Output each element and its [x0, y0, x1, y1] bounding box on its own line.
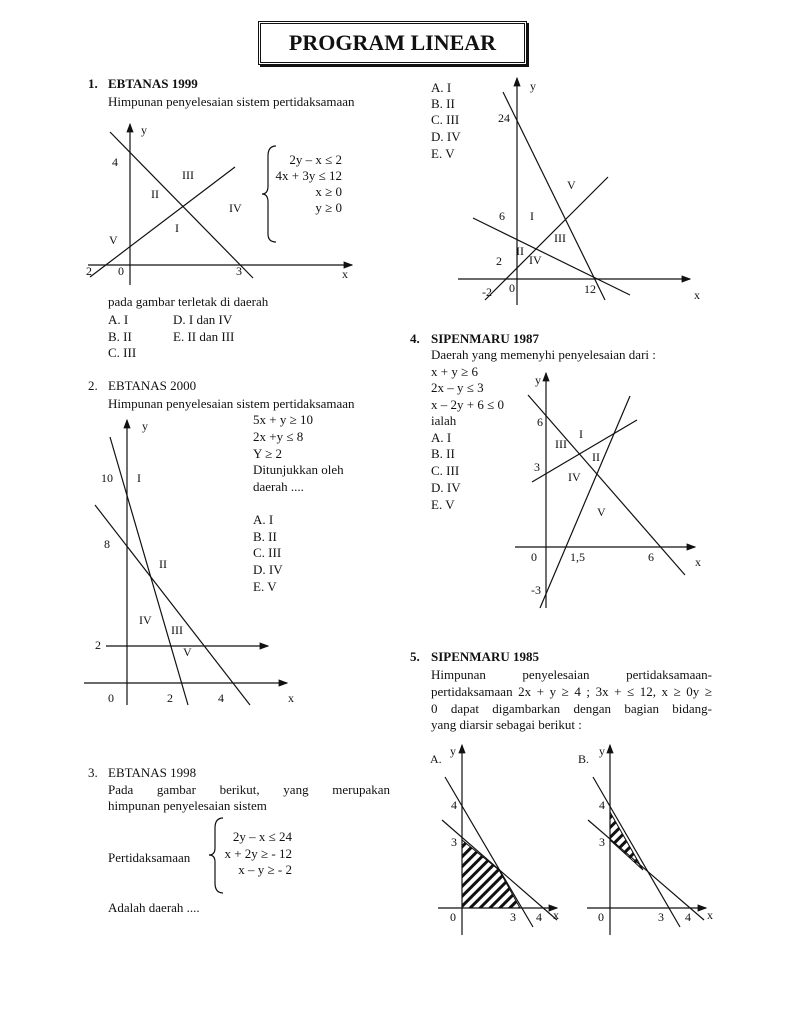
q4-eq-1: x + y ≥ 6	[431, 364, 478, 379]
q3-tick-24: 24	[498, 111, 510, 125]
q4-option-d: D. IV	[431, 480, 461, 495]
q2-eq-1: 5x + y ≥ 10	[253, 412, 313, 427]
q3-tick-neg2: -2	[482, 285, 492, 299]
q4-tick-neg3: -3	[531, 583, 541, 597]
q2-eq-2: 2x +y ≤ 8	[253, 429, 304, 444]
q5-graph-b	[578, 744, 713, 935]
q1-region-II: II	[151, 187, 159, 201]
q1-option-a: A. I	[108, 312, 129, 327]
q1-prompt: Himpunan penyelesaian sistem pertidaksamaan	[108, 94, 355, 109]
q1-x-label: x	[342, 267, 348, 281]
q4-line-xy6	[528, 395, 685, 575]
q1-line-2yx2	[90, 167, 235, 277]
q2-eq-3: Y ≥ 2	[253, 446, 283, 461]
q3-option-a: A. I	[431, 80, 452, 95]
q2-y-label: y	[142, 419, 148, 433]
q2-tick-4x: 4	[218, 691, 224, 705]
q5-line-3: 0 dapat digambarkan dengan bagian bidang-	[431, 701, 712, 716]
q2-option-d: D. IV	[253, 562, 283, 577]
q1-eq-1: 2y – x ≤ 2	[289, 152, 342, 167]
q1-origin: 0	[118, 264, 124, 278]
q3-graph	[458, 78, 700, 305]
q5a-tick-3x: 3	[510, 910, 516, 924]
q1-eq-2: 4x + 3y ≤ 12	[275, 168, 342, 183]
q4-eq-2: 2x – y ≤ 3	[431, 380, 484, 395]
q5b-x-label: x	[707, 908, 713, 922]
q5a-tick-3y: 3	[451, 835, 457, 849]
q3-region-II: II	[516, 244, 524, 258]
q5a-x-label: x	[553, 908, 559, 922]
q2-region-V: V	[183, 645, 192, 659]
q2-option-b: B. II	[253, 529, 277, 544]
q4-source: SIPENMARU 1987	[431, 331, 539, 346]
q3-region-V: V	[567, 178, 576, 192]
q1-tick-2: 2	[86, 264, 92, 278]
q2-eq-5: daerah ....	[253, 479, 304, 494]
q3-number: 3.	[88, 765, 98, 780]
q1-brace	[262, 146, 276, 242]
q4-tick-6x: 6	[648, 550, 654, 564]
q1-option-e: E. II dan III	[173, 329, 235, 344]
q5b-line-2xy4	[593, 777, 680, 927]
q5a-y-label: y	[450, 744, 456, 758]
q1-region-I: I	[175, 221, 179, 235]
q5b-tick-4y: 4	[599, 798, 605, 812]
q3-eq-3: x – y ≥ - 2	[238, 862, 292, 877]
q4-tick-6y: 6	[537, 415, 543, 429]
q5b-tick-4x: 4	[685, 910, 691, 924]
q5b-y-label: y	[599, 744, 605, 758]
q1-eq-3: x ≥ 0	[315, 184, 342, 199]
q2-option-e: E. V	[253, 579, 277, 594]
q2-region-I: I	[137, 471, 141, 485]
q5-number: 5.	[410, 649, 420, 664]
q2-region-III: III	[171, 623, 183, 637]
q5b-option-label: B.	[578, 752, 590, 766]
q3-y-label: y	[530, 79, 536, 93]
q2-tick-10: 10	[101, 471, 113, 485]
q4-tick-15: 1,5	[570, 550, 585, 564]
q2-eq-4: Ditunjukkan oleh	[253, 462, 344, 477]
q1-number: 1.	[88, 76, 98, 91]
q3-brace	[209, 818, 223, 893]
q5a-option-label: A.	[430, 752, 442, 766]
q5b-line-3x4y12	[588, 820, 704, 920]
q3-label: Pertidaksamaan	[108, 850, 191, 865]
q3-line-1: Pada gambar berikut, yang merupakan	[108, 782, 390, 797]
q3-tick-6: 6	[499, 209, 505, 223]
q3-eq-1: 2y – x ≤ 24	[232, 829, 292, 844]
q4-option-a: A. I	[431, 430, 452, 445]
q4-region-I: I	[579, 427, 583, 441]
q1-source: EBTANAS 1999	[108, 76, 198, 91]
q4-region-II: II	[592, 450, 600, 464]
q1-region-III: III	[182, 168, 194, 182]
q1-eq-4: y ≥ 0	[315, 200, 342, 215]
q4-line-2xy3	[540, 396, 630, 608]
q2-line-2xy8	[95, 505, 250, 705]
q4-origin: 0	[531, 550, 537, 564]
q2-region-II: II	[159, 557, 167, 571]
q4-region-V: V	[597, 505, 606, 519]
q2-line-5xy10	[110, 437, 188, 705]
q1-graph	[86, 123, 352, 285]
q1-option-c: C. III	[108, 345, 137, 360]
q2-number: 2.	[88, 378, 98, 393]
q1-option-b: B. II	[108, 329, 132, 344]
q4-number: 4.	[410, 331, 420, 346]
q1-tick-3: 3	[236, 264, 242, 278]
q4-tick-3: 3	[534, 460, 540, 474]
q3-option-e: E. V	[431, 146, 455, 161]
q2-tick-2x: 2	[167, 691, 173, 705]
q3-region-I: I	[530, 209, 534, 223]
q3-source: EBTANAS 1998	[108, 765, 197, 780]
q4-line-x2y6	[532, 420, 637, 482]
q1-tick-4: 4	[112, 155, 118, 169]
q3-origin: 0	[509, 281, 515, 295]
q1-region-V: V	[109, 233, 118, 247]
q4-option-e: E. V	[431, 497, 455, 512]
q5b-tick-3y: 3	[599, 835, 605, 849]
q4-prompt: Daerah yang memenyhi penyelesaian dari :	[431, 347, 656, 362]
q4-region-IV: IV	[568, 470, 581, 484]
q3-region-III: III	[554, 231, 566, 245]
q5a-tick-4y: 4	[451, 798, 457, 812]
q2-option-a: A. I	[253, 512, 274, 527]
q2-source: EBTANAS 2000	[108, 378, 197, 393]
q3-tick-12: 12	[584, 282, 596, 296]
q1-y-label: y	[141, 123, 147, 137]
q2-x-label: x	[288, 691, 294, 705]
q3-after: Adalah daerah ....	[108, 900, 200, 915]
q5-line-1: Himpunan penyelesaian pertidaksamaan-	[431, 667, 712, 682]
q1-after: pada gambar terletak di daerah	[108, 294, 269, 309]
q1-option-d: D. I dan IV	[173, 312, 233, 327]
q4-eq-3: x – 2y + 6 ≤ 0	[431, 397, 504, 412]
q4-option-c: C. III	[431, 463, 460, 478]
q4-ialah: ialah	[431, 413, 457, 428]
q3-region-IV: IV	[529, 253, 542, 267]
q4-graph	[515, 373, 701, 608]
q2-option-c: C. III	[253, 545, 282, 560]
q4-y-label: y	[535, 373, 541, 387]
q3-option-c: C. III	[431, 112, 460, 127]
q4-option-b: B. II	[431, 446, 455, 461]
q2-tick-2y: 2	[95, 638, 101, 652]
q5a-origin: 0	[450, 910, 456, 924]
q2-graph	[84, 419, 294, 705]
q5a-shaded-region	[462, 840, 520, 908]
q3-eq-2: x + 2y ≥ - 12	[224, 846, 292, 861]
q3-line-2: himpunan penyelesaian sistem	[108, 798, 267, 813]
q5-line-4: yang diarsir sebagai berikut :	[431, 717, 582, 732]
q4-region-III: III	[555, 437, 567, 451]
q4-x-label: x	[695, 555, 701, 569]
q2-origin: 0	[108, 691, 114, 705]
page-title: PROGRAM LINEAR	[288, 30, 497, 55]
q2-prompt: Himpunan penyelesaian sistem pertidaksamaan	[108, 396, 355, 411]
q5-graph-a	[430, 744, 559, 935]
q1-region-IV: IV	[229, 201, 242, 215]
q3-x-label: x	[694, 288, 700, 302]
q5b-shaded-region	[610, 812, 643, 870]
q3-option-b: B. II	[431, 96, 455, 111]
q5-line-2: pertidaksamaan 2x + y ≥ 4 ; 3x + ≤ 12, x ≥ 0y ≥	[431, 684, 712, 699]
q3-option-d: D. IV	[431, 129, 461, 144]
q5b-origin: 0	[598, 910, 604, 924]
q2-region-IV: IV	[139, 613, 152, 627]
q5b-tick-3x: 3	[658, 910, 664, 924]
q5a-tick-4x: 4	[536, 910, 542, 924]
q5-source: SIPENMARU 1985	[431, 649, 539, 664]
q3-tick-2: 2	[496, 254, 502, 268]
q2-tick-8: 8	[104, 537, 110, 551]
